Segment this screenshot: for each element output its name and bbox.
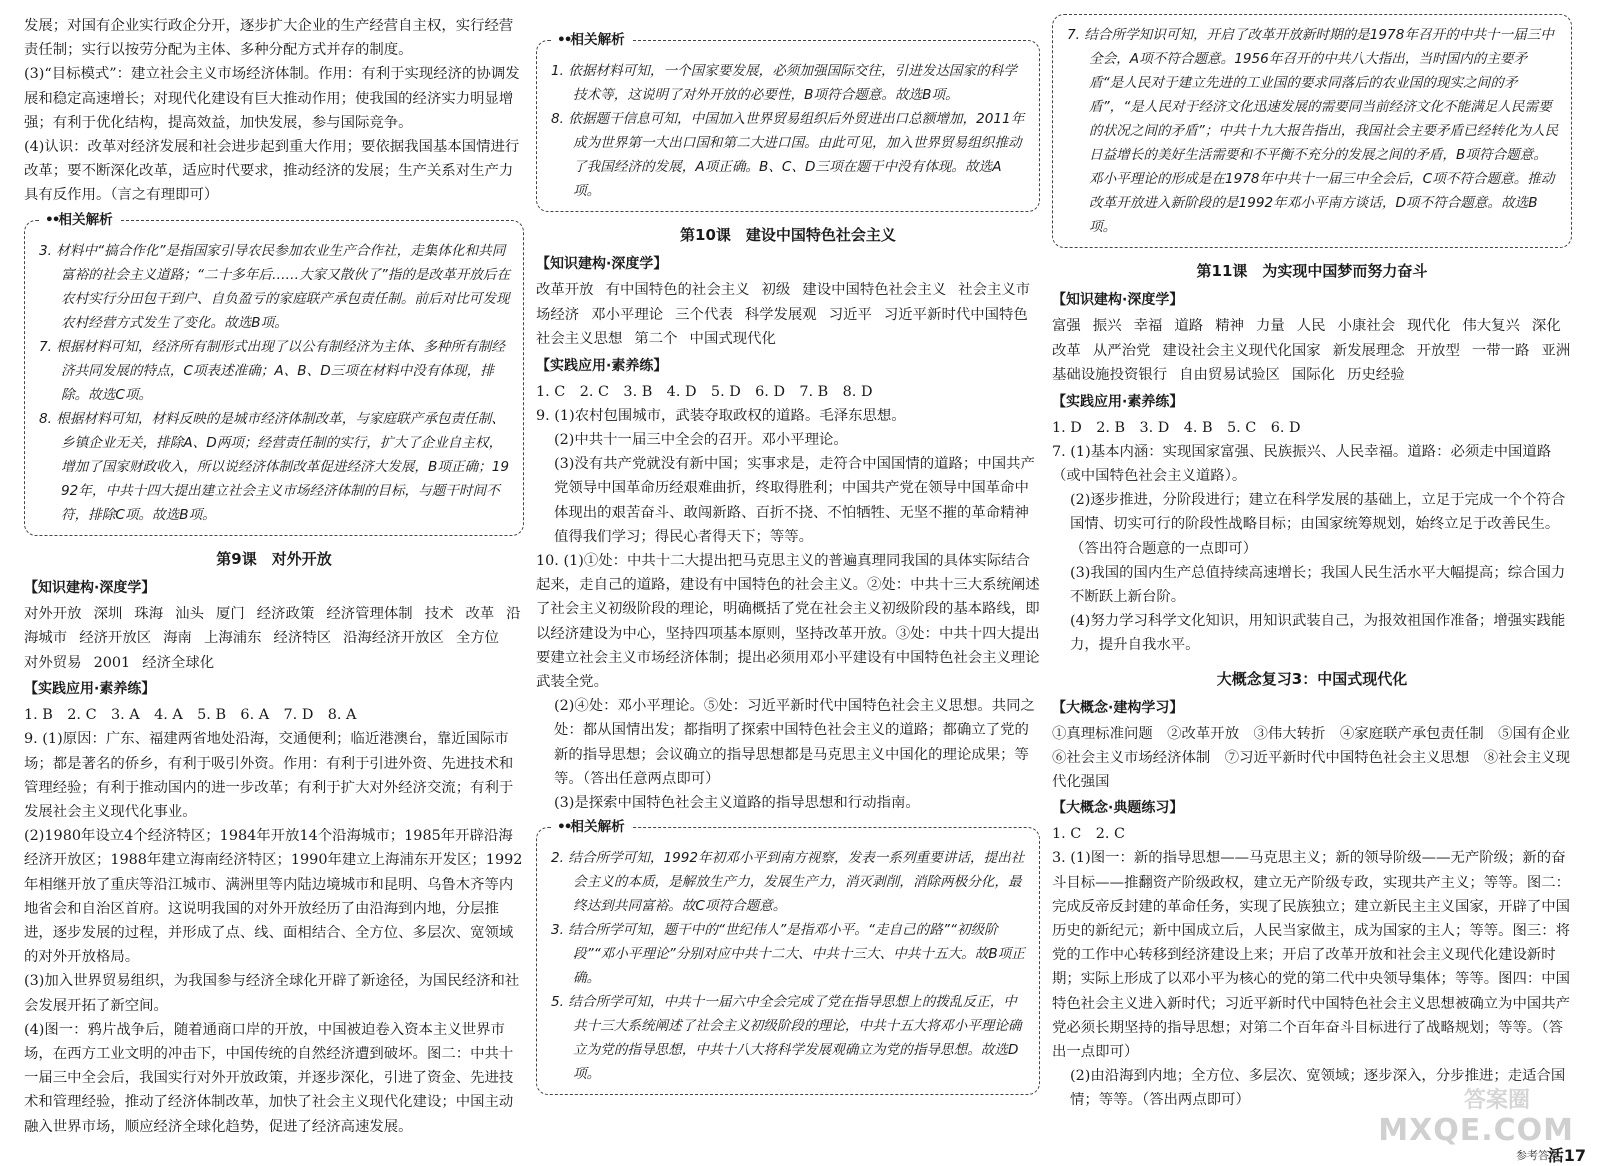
- keyword: 建设社会主义现代化国家: [1162, 342, 1321, 359]
- keyword: 自由贸易试验区: [1179, 367, 1280, 383]
- keyword: 三个代表: [675, 306, 733, 323]
- review-title: 大概念复习3：中国式现代化: [1216, 669, 1408, 688]
- analysis-box-title: •• 相关解析: [551, 30, 631, 50]
- keyword: 小康社会: [1337, 318, 1396, 334]
- analysis-item: 1. 依据材料可知，一个国家要发展，必须加强国际交往，引进发达国家的科学技术等，这说明了对外开放的必要性，B项符合题意。故选B项。: [551, 63, 1017, 103]
- keyword: 海南: [163, 630, 192, 647]
- analysis-box-title: •• 相关解析: [39, 210, 119, 230]
- keyword: 一带一路: [1471, 342, 1530, 359]
- keyword: 人民: [1296, 318, 1326, 334]
- keyword: 第二个: [634, 331, 678, 347]
- footer-label: 参考答案: [1516, 1149, 1560, 1162]
- keyword: 上海浦东: [203, 630, 262, 647]
- keyword: 邓小平理论: [591, 306, 664, 323]
- keyword: 伟大复兴: [1462, 318, 1520, 334]
- section-heading: 【实践应用·素养练】: [1052, 393, 1184, 410]
- keyword: 珠海: [134, 605, 164, 622]
- keyword: 幸福: [1133, 318, 1163, 334]
- answer-paragraph: (2)逐步推进，分阶段进行；建立在科学发展的基础上，立足于完成一个个符合国情、切实可行的阶段性战略目标；由国家统筹规划，始终立足于改善民生。（答出符合题意的一点即可）: [1070, 492, 1566, 557]
- keyword: 中国式现代化: [689, 331, 776, 347]
- analysis-box: [536, 32, 1040, 212]
- analysis-item: 7. 结合所学知识可知，开启了改革开放新时期的是1978年召开的中共十一届三中全会，A项不符合题意。1956年召开的中共八大指出，当时国内的主要矛盾“是人民对于建立先进的工业国的要求同落后的农业国的现实之间的矛盾”，“是人民对于经济文化迅速发展的需要同当前经济文化不能满足人民需要的状况之间的矛盾”；中共十九大报告指出，我国社会主要矛盾已经转化为人民日益增长的美好生活需要和不平衡不充分的发展之间的矛盾，B项符合题意。邓小平理论的形成是在1978年中共十一届三中全会后，C项不符合题意。推动改革开放进入新阶段的是1992年邓小平南方谈话，D项不符合题意。故选B项。: [1067, 27, 1559, 235]
- analysis-box: [536, 819, 1040, 1095]
- answer-paragraph: (2)④处：邓小平理论。⑤处：习近平新时代中国特色社会主义思想。共同之处：都从国情出发；都指明了探索中国特色社会主义的道路；都确立了党的新的指导思想；会议确立的指导思想都是马克思主义中国化的理论成果；等等。（答出任意两点即可）: [554, 698, 1035, 787]
- answer-paragraph: (2)由沿海到内地；全方位、多层次、宽领域；逐步深入，分步推进；走适合国情；等等。（答出两点即可）: [1070, 1068, 1566, 1109]
- section-heading: 【实践应用·素养练】: [536, 357, 668, 374]
- keyword: 振兴: [1092, 318, 1122, 334]
- paragraph: (4)认识：改革对经济发展和社会进步起到重大作用；要依据我国基本国情进行改革；要不断深化改革，适应时代要求，推动经济的发展；生产关系对生产力具有反作用。（言之有理即可）: [24, 139, 520, 204]
- keyword: 开放型: [1416, 342, 1460, 359]
- section-heading: 【大概念·建构学习】: [1052, 699, 1184, 716]
- analysis-item: 8. 依据题干信息可知，中国加入世界贸易组织后外贸进出口总额增加，2011年成为世界第一大出口国和第二大进口国。由此可见，加入世界贸易组织推动了我国经济的发展，A项正确。B、C、D三项在题干中没有体现。故选A项。: [551, 111, 1025, 199]
- section-heading: 【知识建构·深度学】: [1052, 292, 1184, 308]
- section-heading: 【知识建构·深度学】: [24, 579, 156, 596]
- section-heading: 【大概念·典题练习】: [1052, 800, 1184, 817]
- section-heading: 【知识建构·深度学】: [536, 256, 668, 272]
- keyword: 精神: [1215, 318, 1244, 334]
- answer-paragraph: (3)是探索中国特色社会主义道路的指导思想和行动指南。: [554, 794, 920, 811]
- analysis-item: 7. 根据材料可知，经济所有制形式出现了以公有制经济为主体、多种所有制经济共同发展的特点，C项表述准确；A、B、D三项在材料中没有体现，排除。故选C项。: [39, 338, 505, 403]
- lesson-title: 第9课 对外开放: [216, 549, 332, 568]
- answer-list: 1. C 2. C 3. B 4. D 5. D 6. D 7. B 8. D: [536, 383, 873, 400]
- keyword: 亚洲基础设施投资银行: [1052, 342, 1571, 383]
- left-column: [24, 14, 524, 1139]
- keyword: 技术: [424, 605, 454, 622]
- keyword: 改革开放: [536, 282, 594, 298]
- analysis-box-title: •• 相关解析: [551, 817, 631, 837]
- paragraph: (3)“目标模式”：建立社会主义市场经济体制。作用：有利于实现经济的协调发展和稳定高速增长；对现代化建设有巨大推动作用；使我国的经济实力明显增强；有利于优化结构，提高效益，加快发展，参与国际竞争。: [24, 66, 520, 131]
- keyword: 对外开放: [24, 605, 82, 622]
- keyword: 沿海城市: [24, 605, 521, 647]
- keyword: 有中国特色的社会主义: [605, 282, 750, 298]
- keyword: 新发展理念: [1332, 342, 1405, 359]
- keyword: 沿海经济开放区: [343, 630, 444, 647]
- watermark: MXQE.COM: [1378, 1113, 1574, 1148]
- answer-paragraph: (2)1980年设立4个经济特区；1984年开放14个沿海城市；1985年开辟沿海经济开放区；1988年建立海南经济特区；1990年建立上海浦东开发区；1992年相继开放了重庆等沿江城市、满洲里等内陆边境城市和昆明、乌鲁木齐等内地省会和自治区首府。这说明我国的对外开放经历了由沿海到内地，分层推进，逐步发展的过程，并形成了点、线、面相结合、全方位、多层次、宽领域的对外开放格局。: [24, 828, 523, 966]
- keyword: 从严治党: [1092, 342, 1151, 359]
- keyword: 经济特区: [273, 630, 332, 647]
- analysis-box: [24, 211, 524, 536]
- keyword-list: [24, 602, 524, 676]
- answer-paragraph: 3. (1)图一：新的指导思想——马克思主义；新的领导阶级——无产阶级；新的奋斗目标——推翻资产阶级政权，建立无产阶级专政，实现共产主义；等等。图二：完成反帝反封建的革命任务，实现了民族独立；建立新民主主义国家，开辟了中国历史的新纪元；新中国成立后，人民当家做主，成为国家的主人；等等。图三：将党的工作中心转移到经济建设上来；开启了改革开放和社会主义现代化建设新时期；实际上形成了以邓小平为核心的党的第二代中央领导集体；等等。图四：中国特色社会主义进入新时代；习近平新时代中国特色社会主义思想被确立为中国共产党必须长期坚持的指导思想；对第二个百年奋斗目标进行了战略规划；等等。（答出一点即可）: [1052, 850, 1571, 1060]
- analysis-item: 3. 结合所学可知，题干中的“世纪伟人”是指邓小平。“走自己的路”“初级阶段”“邓小平理论”分别对应中共十二大、中共十三大、中共十五大。故B项正确。: [551, 922, 1025, 987]
- keyword: 建设中国特色社会主义: [802, 282, 947, 298]
- keyword: 深化改革: [1052, 318, 1561, 359]
- lesson-title: 第10课 建设中国特色社会主义: [680, 226, 896, 244]
- answer-paragraph: (4)努力学习科学文化知识，用知识武装自己，为报效祖国作准备；增强实践能力，提升自我水平。: [1070, 613, 1566, 654]
- keyword: 富强: [1052, 318, 1081, 334]
- keyword: 汕头: [175, 605, 204, 622]
- answer-paragraph: 9. (1)原因：广东、福建两省地处沿海，交通便利；临近港澳台，靠近国际市场；都是著名的侨乡，有利于吸引外资。作用：有利于引进外资、先进技术和管理经验；有利于推动国内的进一步改革；有利于扩大对外经济交流；有利于发展社会主义现代化事业。: [24, 731, 514, 820]
- answer-paragraph: (3)没有共产党就没有新中国；实事求是，走符合中国国情的道路；中国共产党领导中国革命历经艰难曲折，终取得胜利；中国共产党在领导中国革命中体现出的艰苦奋斗、敢闯新路、百折不挠、不怕牺牲、无坚不摧的革命精神值得我们学习；得民心者得天下；等等。: [554, 456, 1035, 545]
- watermark-logo-text: 答案圈: [1463, 1088, 1530, 1113]
- answer-paragraph: 10. (1)①处：中共十二大提出把马克思主义的普遍真理同我国的具体实际结合起来，走自己的道路，建设有中国特色的社会主义。②处：中共十三大系统阐述了社会主义初级阶段的理论，明确概括了党在社会主义初级阶段的基本路线，即以经济建设为中心，坚持四项基本原则，坚持改革开放。③处：中共十四大提出要建立社会主义市场经济体制；提出必须用邓小平建设有中国特色社会主义理论武装全党。: [536, 552, 1040, 690]
- keyword: 历史经验: [1347, 367, 1405, 383]
- concept-list: ①真理标准问题 ②改革开放 ③伟大转折 ④家庭联产承包责任制 ⑤国有企业 ⑥社会主义市场经济体制 ⑦习近平新时代中国特色社会主义思想 ⑧社会主义现代化强国: [1052, 725, 1585, 790]
- keyword: 深圳: [93, 605, 123, 622]
- keyword: 习近平新时代中国特色社会主义思想: [536, 306, 1028, 347]
- keyword: 2001: [93, 654, 131, 671]
- keyword: 经济管理体制: [326, 605, 413, 622]
- keyword: 对外贸易: [24, 654, 82, 671]
- paragraph: 发展；对国有企业实行政企分开，逐步扩大企业的生产经营自主权，实行经营责任制；实行以按劳分配为主体、多种分配方式并存的制度。: [24, 18, 514, 59]
- answer-list: 1. D 2. B 3. D 4. B 5. C 6. D: [1052, 419, 1301, 436]
- answer-paragraph: (4)图一：鸦片战争后，随着通商口岸的开放，中国被迫卷入资本主义世界市场，在西方工业文明的冲击下，中国传统的自然经济遭到破坏。图二：中共十一届三中全会后，我国实行对外开放政策，并逐步深化，引进了资金、先进技术和管理经验，推动了经济体制改革，加快了社会主义现代化建设；中国主动融入世界市场，顺应经济全球化趋势，促进了经济高速发展。: [24, 1021, 514, 1135]
- keyword: 国际化: [1291, 367, 1336, 383]
- section-heading: 【实践应用·素养练】: [24, 681, 156, 698]
- keyword: 现代化: [1407, 318, 1451, 334]
- lesson-title: 第11课 为实现中国梦而努力奋斗: [1196, 262, 1428, 280]
- keyword: 经济政策: [256, 605, 315, 622]
- keyword: 全方位: [455, 630, 500, 647]
- answer-paragraph: (3)加入世界贸易组织，为我国参与经济全球化开辟了新途径，为国民经济和社会发展开拓了新空间。: [24, 973, 520, 1014]
- analysis-item: 2. 结合所学可知，1992年初邓小平到南方视察，发表一系列重要讲话，提出社会主义的本质，是解放生产力，发展生产力，消灭剥削，消除两极分化，最终达到共同富裕。故C项符合题意。: [551, 850, 1025, 915]
- answer-list: 1. C 2. C: [1052, 826, 1126, 843]
- keyword-list: [536, 278, 1040, 352]
- analysis-item: 8. 根据材料可知，材料反映的是城市经济体制改革，与家庭联产承包责任制、乡镇企业无关，排除A、D两项；经营责任制的实行，扩大了企业自主权，增加了国家财政收入，所以说经济体制改革促进经济大发展，B项正确；1992年，中共十四大提出建立社会主义市场经济体制的目标，与题干时间不符，排除C项。故选B项。: [39, 410, 510, 523]
- answer-paragraph: (3)我国的国内生产总值持续高速增长；我国人民生活水平大幅提高；综合国力不断跃上新台阶。: [1070, 564, 1566, 605]
- analysis-item: 5. 结合所学可知，中共十一届六中全会完成了党在指导思想上的拨乱反正，中共十三大系统阐述了社会主义初级阶段的理论，中共十五大将邓小平理论确立为党的指导思想，中共十八大将科学发展观确立为党的指导思想。故选D项。: [551, 994, 1022, 1083]
- answer-paragraph: 9. (1)农村包围城市，武装夺取政权的道路。毛泽东思想。: [536, 407, 906, 424]
- keyword: 初级: [761, 282, 791, 298]
- keyword: 力量: [1255, 318, 1285, 334]
- right-column: [1052, 14, 1585, 1113]
- keyword: 社会主义市场经济: [536, 282, 1031, 323]
- answer-list: 1. B 2. C 3. A 4. A 5. B 6. A 7. D 8. A: [24, 707, 357, 724]
- analysis-item: 3. 材料中“搞合作化”是指国家引导农民参加农业生产合作社，走集体化和共同富裕的社会主义道路；“二十多年后……大家又散伙了”指的是改革开放后在农村实行分田包干到户、自负盈亏的家庭联产承包责任制。前后对比可发现农村经营方式发生了变化。故选B项。: [39, 242, 511, 331]
- keyword: 经济全球化: [142, 654, 215, 671]
- page-number: 活17: [1547, 1146, 1586, 1165]
- keyword: 科学发展观: [744, 306, 817, 323]
- answer-paragraph: 7. (1)基本内涵：实现国家富强、民族振兴、人民幸福。道路：必须走中国道路（或中国特色社会主义道路）。: [1052, 443, 1552, 484]
- keyword: 改革: [465, 605, 495, 622]
- keyword-list: [1052, 314, 1572, 388]
- keyword: 厦门: [215, 605, 245, 622]
- answer-paragraph: (2)中共十一届三中全会的召开。邓小平理论。: [554, 431, 848, 448]
- keyword: 经济开放区: [79, 630, 152, 647]
- middle-column: [536, 14, 1040, 1105]
- keyword: 道路: [1174, 318, 1204, 334]
- keyword: 习近平: [828, 306, 872, 323]
- analysis-box-continued: [1052, 14, 1572, 248]
